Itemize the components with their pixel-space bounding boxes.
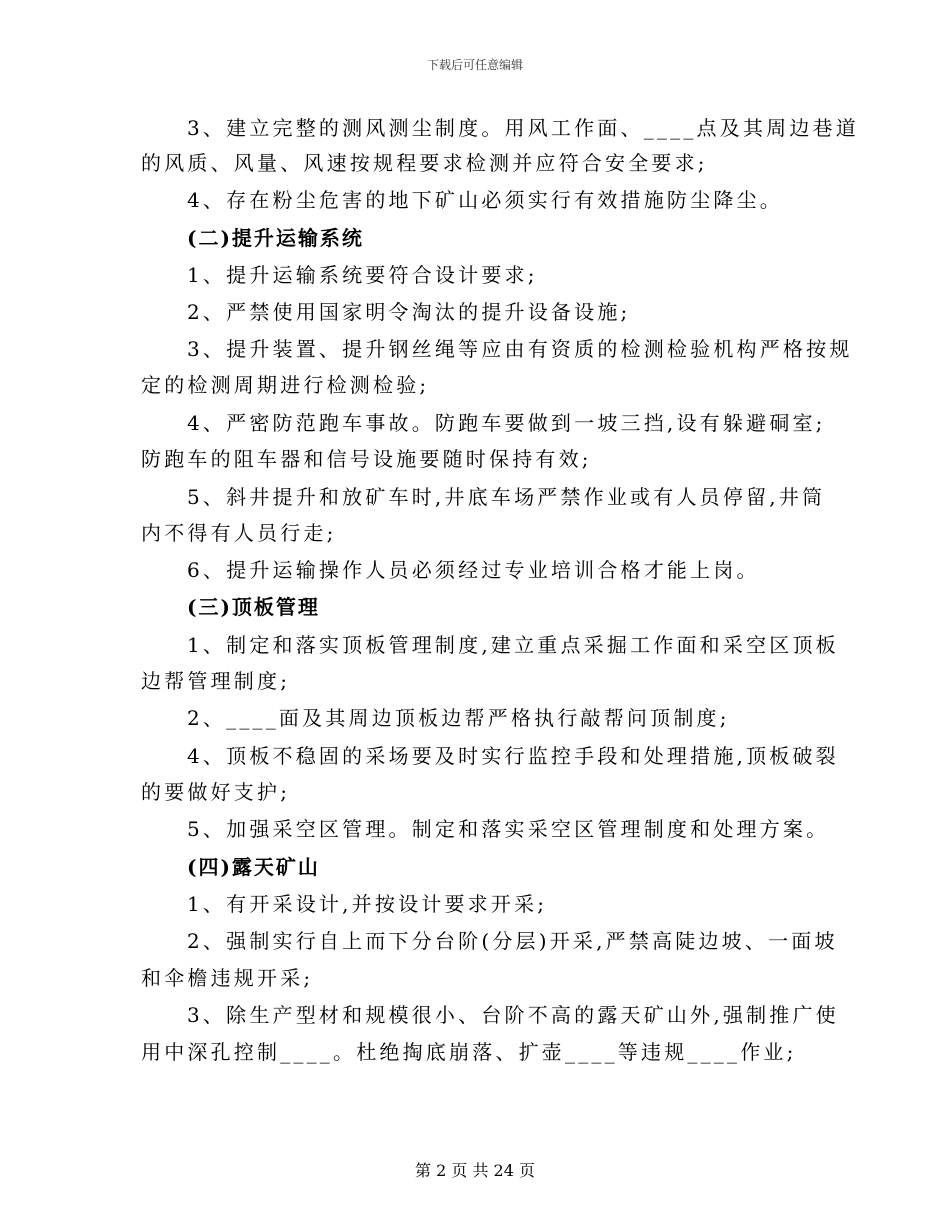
paragraph-line: 5、斜井提升和放矿车时,井底车场严禁作业或有人员停留,井筒 bbox=[187, 485, 826, 509]
paragraph-line: 4、严密防范跑车事故。防跑车要做到一坡三挡,设有躲避硐室; bbox=[187, 411, 826, 435]
paragraph-line: 1、提升运输系统要符合设计要求; bbox=[187, 263, 538, 287]
paragraph-line: 5、加强采空区管理。制定和落实采空区管理制度和处理方案。 bbox=[187, 817, 830, 841]
paragraph-line: 3、提升装置、提升钢丝绳等应由有资质的检测检验机构严格按规 bbox=[187, 337, 853, 361]
paragraph-line: 2、强制实行自上而下分台阶(分层)开采,严禁高陡边坡、一面坡 bbox=[187, 929, 838, 953]
paragraph-line: 6、提升运输操作人员必须经过专业培训合格才能上岗。 bbox=[187, 558, 760, 582]
paragraph-line: 4、顶板不稳固的采场要及时实行监控手段和处理措施,顶板破裂 bbox=[187, 744, 839, 768]
paragraph-line: 边帮管理制度; bbox=[141, 669, 291, 693]
paragraph-line: 用中深孔控制____。杜绝掏底崩落、扩壶____等违规____作业; bbox=[141, 1040, 797, 1064]
paragraph-line: 的要做好支护; bbox=[141, 780, 291, 804]
paragraph-line: 内不得有人员行走; bbox=[141, 521, 337, 545]
section-heading: (四)露天矿山 bbox=[187, 855, 320, 879]
paragraph-line: 和伞檐违规开采; bbox=[141, 966, 314, 990]
paragraph-line: 的风质、风量、风速按规程要求检测并应符合安全要求; bbox=[141, 151, 708, 175]
paragraph-line: 定的检测周期进行检测检验; bbox=[141, 373, 430, 397]
paragraph-line: 3、建立完整的测风测尘制度。用风工作面、____点及其周边巷道 bbox=[187, 116, 859, 140]
page-footer: 第 2 页 共 24 页 bbox=[415, 1161, 535, 1180]
page-header: 下载后可任意编辑 bbox=[426, 58, 523, 72]
section-heading: (二)提升运输系统 bbox=[187, 226, 364, 250]
paragraph-line: 4、存在粉尘危害的地下矿山必须实行有效措施防尘降尘。 bbox=[187, 188, 783, 212]
paragraph-line: 1、制定和落实顶板管理制度,建立重点采掘工作面和采空区顶板 bbox=[187, 633, 839, 657]
paragraph-line: 1、有开采设计,并按设计要求开采; bbox=[187, 892, 548, 916]
paragraph-line: 2、____面及其周边顶板边帮严格执行敲帮问顶制度; bbox=[187, 706, 730, 730]
paragraph-line: 3、除生产型材和规模很小、台阶不高的露天矿山外,强制推广使 bbox=[187, 1003, 839, 1027]
paragraph-line: 2、严禁使用国家明令淘汰的提升设备设施; bbox=[187, 300, 631, 324]
section-heading: (三)顶板管理 bbox=[187, 595, 320, 619]
paragraph-line: 防跑车的阻车器和信号设施要随时保持有效; bbox=[141, 447, 592, 471]
